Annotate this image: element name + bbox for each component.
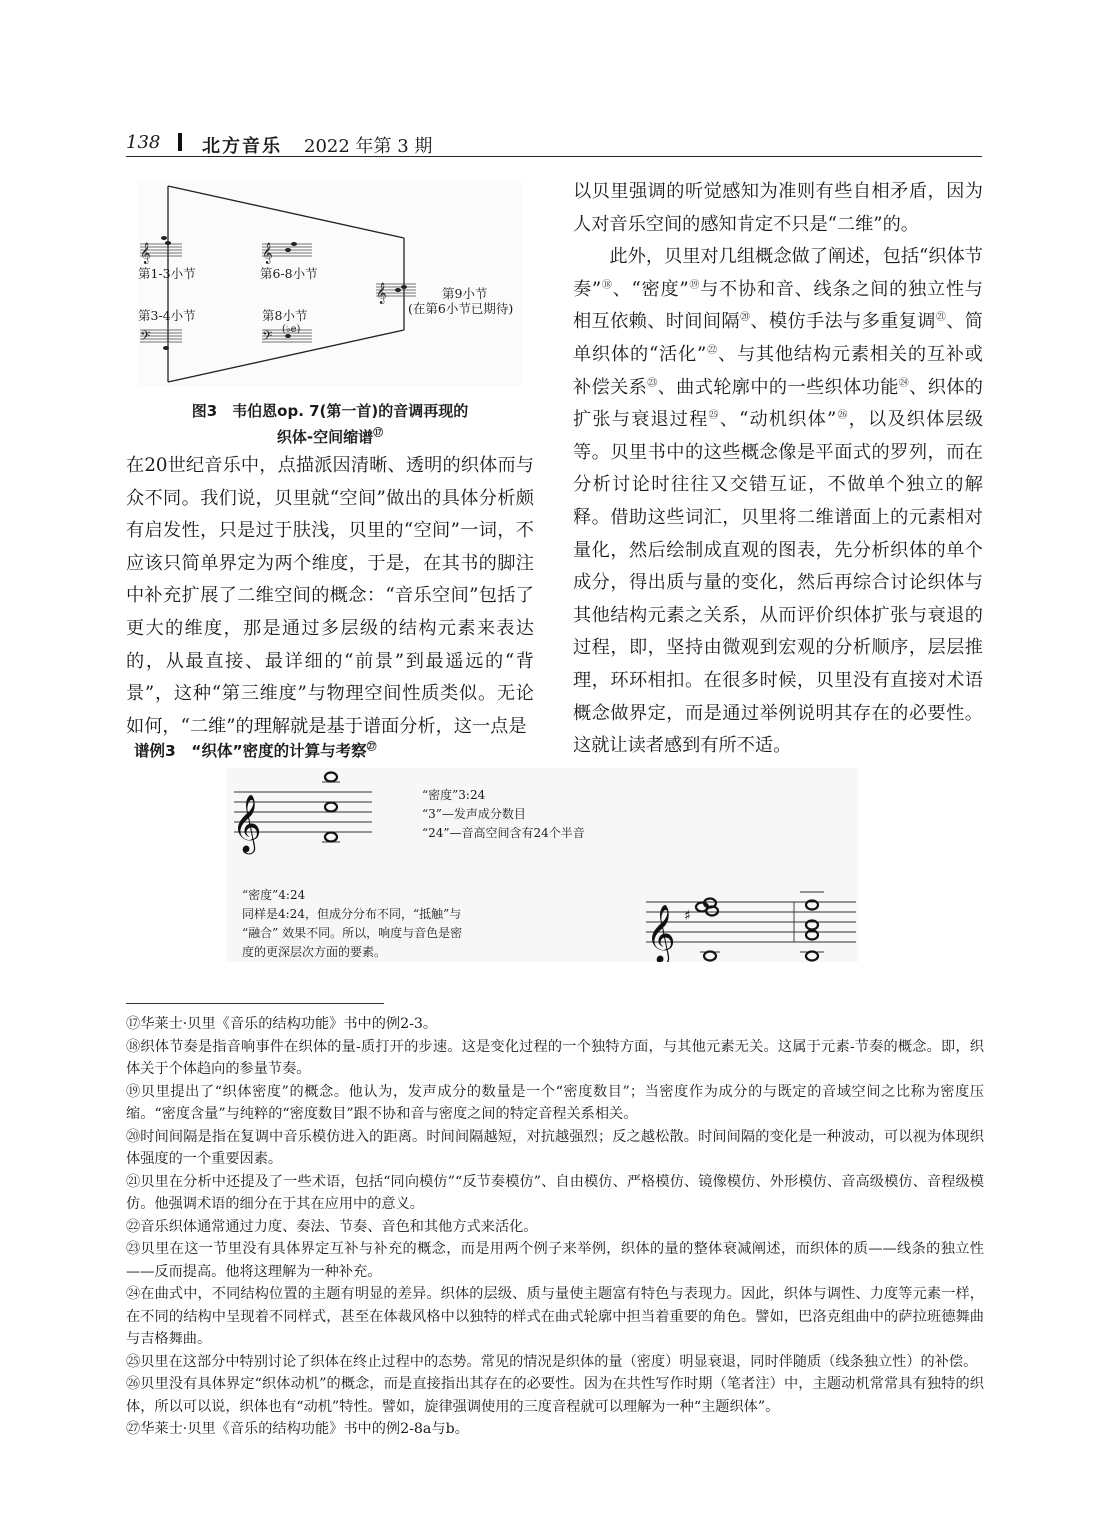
left-column [126,450,534,743]
svg-text:𝄞: 𝄞 [646,904,676,962]
svg-text:𝄢: 𝄢 [140,328,151,347]
caption-footnote-ref: ⑰ [373,428,384,439]
example-3-note-2 [242,886,462,962]
footnote: ㉖贝里没有具体界定“织体动机”的概念，而是直接指出其存在的必要性。因为在共性写作时期（笔者注）中，主题动机常常具有独特的织体，所以可以说，织体也有“动机”特性。譬如，旋律强调使用的三度音程就可以理解为一种“主题织体”。 [126,1376,984,1415]
footnote: ㉔在曲式中，不同结构位置的主题有明显的差异。织体的层级、质与量使主题富有特色与表现力。因此，织体与调性、力度等元素一样，在不同的结构中呈现着不同样式，甚至在体裁风格中以独特的样式在曲式轮廓中担当着重要的角色。譬如，巴洛克组曲中的萨拉班德舞曲与吉格舞曲。 [126,1286,984,1347]
text-segment: 与不协和音、线条之间的独立性与相互依赖、时间间隔 [573,278,983,333]
text-segment: ，以及织体层级等。贝里书中的这些概念像是平面式的罗列，而在分析讨论时往往又交错互证，不做单个独立的解释。借助这些词汇，贝里将二维谱面上的元素相对量化，然后绘制成直观的图表，先分析织体的单个成分，得出质与量的变化，然后再综合讨论织体与其他结构元素之关系，从而评价织体扩张与衰退的过程，即，坚持由微观到宏观的分析顺序，层层推理，环环相扣。在很多时候，贝里没有直接对术语概念做界定，而是通过举例说明其存在的必要性。这就让读者感到有所不适。 [573,409,984,757]
label-m9: 第9小节 [442,286,488,301]
footnote-ref: ⑳ [739,312,751,324]
note-2-line-1: “密度”4:24 [242,888,306,902]
footnote: ㉓贝里在这一节里没有具体界定互补与补充的概念，而是用两个例子来举例，织体的量的整体衰减阐述，而织体的质——线条的独立性——反而提高。他将这理解为一种补充。 [126,1241,984,1280]
note-2-line-4: 度的更深层次方面的要素。 [242,945,387,959]
right-column [573,176,983,763]
header-separator [178,133,182,151]
label-m9-note: (在第6小节已期待) [408,301,514,316]
footnote-ref: ㉑ [935,312,947,324]
left-paragraph: 在20世纪音乐中，点描派因清晰、透明的织体而与众不同。我们说，贝里就“空间”做出的具体分析颇有启发性，只是过于肤浅，贝里的“空间”一词，不应该只简单界定为两个维度，于是，在其书的脚注中补充扩展了二维空间的概念：“音乐空间”包括了更大的维度，那是通过多层级的结构元素来表达的，从最直接、最详细的“前景”到最遥远的“背景”，这种“第三维度”与物理空间性质类似。无论如何，“二维”的理解就是基于谱面分析，这一点是 [126,455,534,737]
footnote-ref: ⑱ [601,279,613,291]
footnote-rule [126,1003,384,1004]
note-1-line-2: “3”—发声成分数目 [422,807,526,821]
figure-3-graphic [138,180,522,386]
footnote: ⑰华莱士·贝里《音乐的结构功能》书中的例2-3。 [126,1016,438,1032]
caption-line-2: 织体-空间缩谱 [276,428,374,446]
example-3-title-text: 谱例3 “织体”密度的计算与考察 [134,742,367,760]
example-3-title [134,738,377,764]
text-segment: 、与其他结构元素相关的互补或补偿关系 [573,343,983,398]
example-3-figure [226,768,858,962]
svg-text:𝄢: 𝄢 [262,328,273,347]
footnote: ㉗华莱士·贝里《音乐的结构功能》书中的例2-8a与b。 [126,1421,469,1437]
note-1-line-3: “24”—音高空间含有24个半音 [422,826,585,840]
footnote: ⑲贝里提出了“织体密度”的概念。他认为，发声成分的数量是一个“密度数目”；当密度作为成分的与既定的音域空间之比称为密度压缩。“密度含量”与纯粹的“密度数目”跟不协和音与密度之间的特定音程关系相关。 [126,1083,984,1122]
note-1-line-1: “密度”3:24 [422,788,486,802]
text-segment: 、简单织体的“活化” [573,311,983,365]
journal-name: 北方音乐 [202,136,282,157]
right-paragraph-1: 以贝里强调的听觉感知为准则有些自相矛盾，因为人对音乐空间的感知肯定不只是“二维”的。 [573,181,983,235]
svg-text:𝄞: 𝄞 [262,243,273,264]
right-paragraph-2 [573,241,983,763]
footnotes [126,1013,984,1441]
footnote-ref: ㉒ [706,344,718,356]
text-segment: 、“密度” [612,278,689,300]
footnote: ㉕贝里在这部分中特别讨论了织体在终止过程中的态势。常见的情况是织体的量（密度）明显衰退，同时伴随质（线条独立性）的补偿。 [126,1353,978,1370]
page-number: 138 [126,132,161,153]
text-segment: 、织体的扩张与衰退过程 [573,376,983,431]
footnote-ref: ㉖ [836,410,849,422]
label-m3-4: 第3-4小节 [138,308,196,323]
figure-3-caption [138,398,522,450]
text-segment: 、曲式轮廓中的一些织体功能 [657,376,899,398]
footnote-ref: ㉕ [708,410,720,422]
footnote-ref: ㉔ [898,377,910,389]
label-m8: 第8小节 [262,308,308,323]
figure-3 [138,180,522,386]
footnote: ㉒音乐织体通常通过力度、奏法、节奏、音色和其他方式来活化。 [126,1218,538,1235]
note-2-line-3: “融合” 效果不同。所以，响度与音色是密 [242,926,463,940]
example-3-note-1 [422,786,585,843]
text-segment: 、“动机织体” [719,409,837,431]
svg-text:𝄞: 𝄞 [376,283,387,304]
footnote: ⑳时间间隔是指在复调中音乐模仿进入的距离。时间间隔越短，对抗越强烈；反之越松散。时间间隔的变化是一种波动，可以视为体现织体强度的一个重要因素。 [126,1128,984,1167]
label-m1-3: 第1-3小节 [138,266,196,281]
footnote-ref: ⑲ [688,279,701,291]
footnote: ㉑贝里在分析中还提及了一些术语，包括“同向模仿”“反节奏模仿”、自由模仿、严格模仿、镜像模仿、外形模仿、音高级模仿、音程级模仿。他强调术语的细分在于其在应用中的意义。 [126,1173,984,1212]
issue-label: 2022 年第 3 期 [304,136,433,157]
svg-text:𝄞: 𝄞 [140,243,151,264]
label-m8-paren: (♭e) [282,324,301,335]
label-m6-8: 第6-8小节 [260,266,318,281]
text-segment: 、模仿手法与多重复调 [750,311,936,333]
footnote-ref: ㉓ [647,377,658,389]
caption-line-2-wrap [138,424,522,450]
example-3-footnote-ref: ㉗ [366,741,377,753]
text-segment: 此外，贝里对几组概念做了阐述，包括“织体节奏” [573,246,983,300]
note-2-line-2: 同样是4:24，但成分分布不同，“抵触”与 [242,907,462,921]
svg-text:♯: ♯ [684,908,691,924]
running-header [126,130,982,157]
caption-line-1: 图3 韦伯恩op. 7(第一首)的音调再现的 [191,402,469,420]
svg-text:𝄞: 𝄞 [232,794,262,852]
footnote: ⑱织体节奏是指音响事件在织体的量-质打开的步速。这是变化过程的一个独特方面，与其他元素无关。这属于元素-节奏的概念。即，织体关于个体趋向的参量节奏。 [126,1038,984,1077]
